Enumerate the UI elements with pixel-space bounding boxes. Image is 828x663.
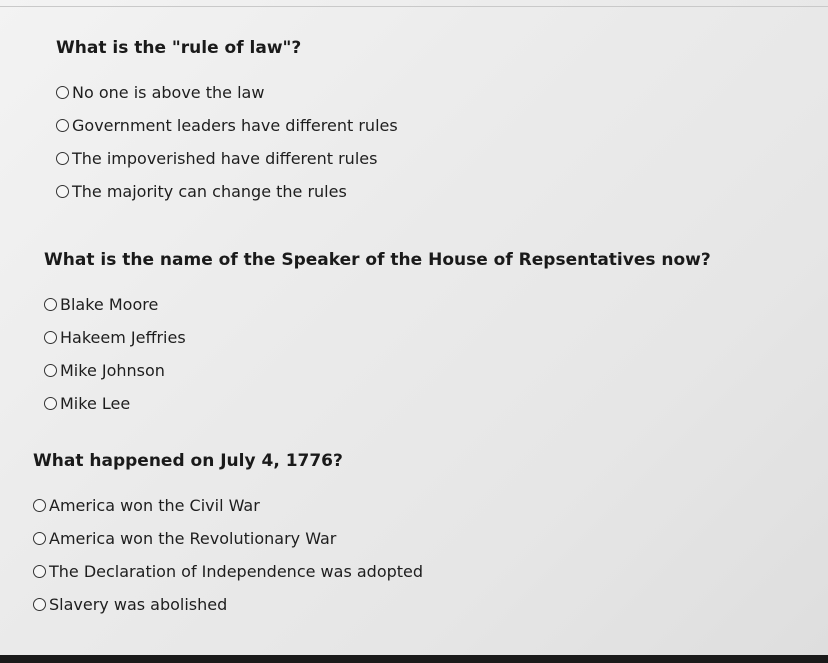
question-speaker-of-house — [44, 250, 711, 420]
radio-button[interactable] — [44, 397, 57, 410]
radio-button[interactable] — [33, 499, 46, 512]
option-label: America won the Civil War — [49, 496, 260, 515]
option-impoverished-different-rules[interactable] — [56, 142, 398, 175]
question-rule-of-law — [56, 38, 398, 208]
option-majority-change-rules[interactable] — [56, 175, 398, 208]
option-label: Mike Johnson — [60, 361, 165, 380]
option-civil-war[interactable] — [33, 489, 423, 522]
option-label: The majority can change the rules — [72, 182, 347, 201]
option-blake-moore[interactable] — [44, 288, 711, 321]
bottom-edge — [0, 655, 828, 663]
question-title: What is the "rule of law"? — [56, 38, 302, 58]
option-label: Blake Moore — [60, 295, 159, 314]
radio-button[interactable] — [33, 532, 46, 545]
option-label: Hakeem Jeffries — [60, 328, 186, 347]
radio-button[interactable] — [56, 185, 69, 198]
radio-button[interactable] — [56, 152, 69, 165]
option-label: America won the Revolutionary War — [49, 529, 337, 548]
option-mike-lee[interactable] — [44, 387, 711, 420]
option-hakeem-jeffries[interactable] — [44, 321, 711, 354]
option-label: No one is above the law — [72, 83, 265, 102]
option-label: Slavery was abolished — [49, 595, 228, 614]
radio-button[interactable] — [56, 119, 69, 132]
question-title: What happened on July 4, 1776? — [33, 451, 343, 471]
option-mike-johnson[interactable] — [44, 354, 711, 387]
option-declaration-adopted[interactable] — [33, 555, 423, 588]
question-july-4-1776 — [33, 451, 423, 621]
option-label: Government leaders have different rules — [72, 116, 398, 135]
radio-button[interactable] — [56, 86, 69, 99]
radio-button[interactable] — [44, 331, 57, 344]
radio-button[interactable] — [44, 298, 57, 311]
option-slavery-abolished[interactable] — [33, 588, 423, 621]
option-label: The Declaration of Independence was adopted — [49, 562, 424, 581]
option-revolutionary-war[interactable] — [33, 522, 423, 555]
option-no-one-above-law[interactable] — [56, 76, 398, 109]
option-label: Mike Lee — [60, 394, 131, 413]
radio-button[interactable] — [44, 364, 57, 377]
question-title: What is the name of the Speaker of the House of Repsentatives now? — [44, 250, 711, 270]
radio-button[interactable] — [33, 565, 46, 578]
option-label: The impoverished have different rules — [72, 149, 378, 168]
radio-button[interactable] — [33, 598, 46, 611]
option-leaders-different-rules[interactable] — [56, 109, 398, 142]
top-divider — [0, 6, 828, 7]
